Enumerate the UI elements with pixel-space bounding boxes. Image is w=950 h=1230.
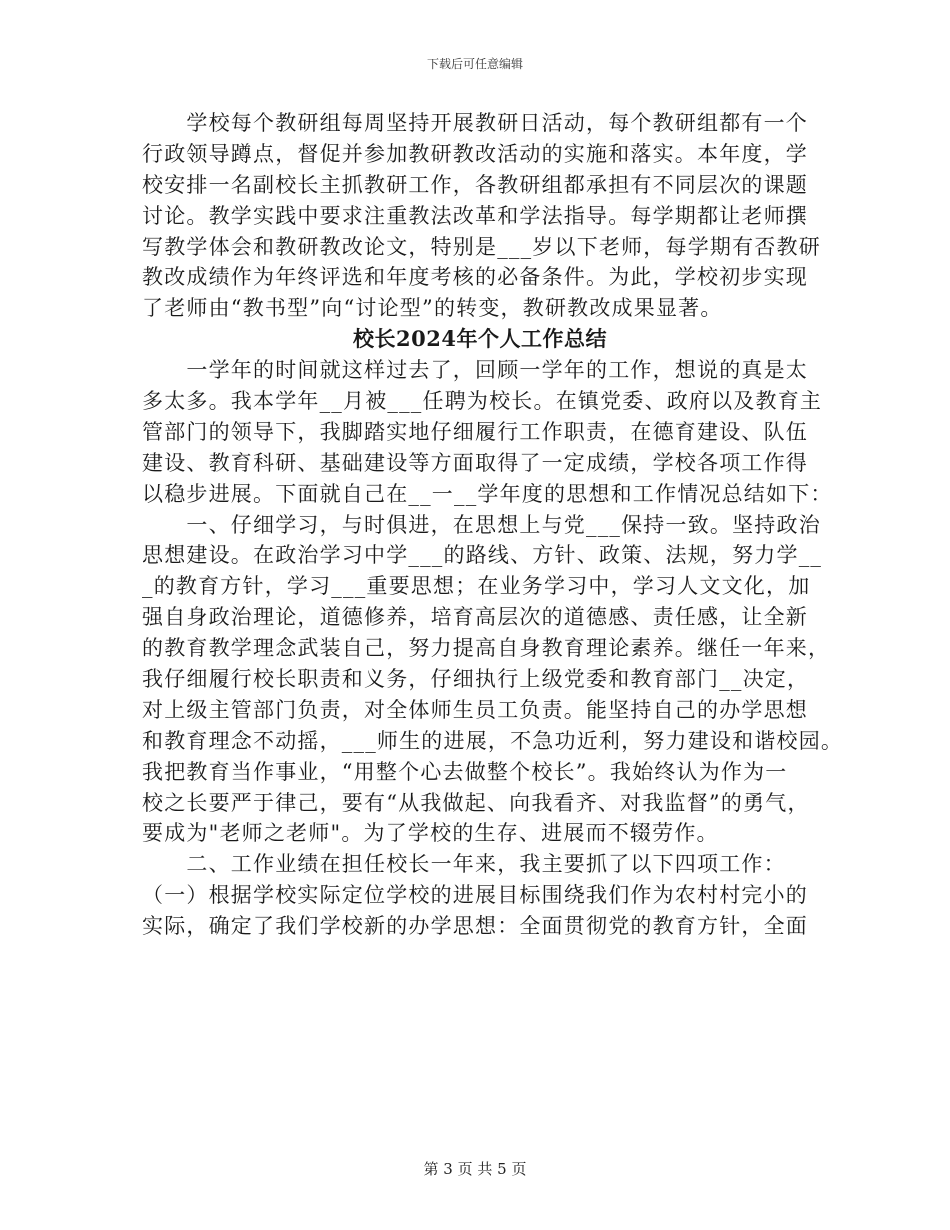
paragraph-line: 我把教育当作事业，“用整个心去做整个校长”。我始终认为作为一	[142, 759, 788, 784]
paragraph-line: 教改成绩作为年终评选和年度考核的必备条件。为此，学校初步实现	[142, 265, 808, 290]
paragraph-line: （一）根据学校实际定位学校的进展目标围绕我们作为农村村完小的	[142, 883, 808, 908]
paragraph-line: _的教育方针，学习___重要思想；在业务学习中，学习人文文化，加	[142, 574, 811, 599]
paragraph-line: 建设、教育科研、基础建设等方面取得了一定成绩，学校各项工作得	[142, 450, 808, 475]
paragraph-line: 管部门的领导下，我脚踏实地仔细履行工作职责，在德育建设、队伍	[142, 419, 808, 444]
paragraph-line: 我仔细履行校长职责和义务，仔细执行上级党委和教育部门__决定，	[142, 667, 810, 692]
paragraph-line: 的教育教学理念武装自己，努力提高自身教育理论素养。继任一年来，	[142, 636, 831, 661]
paragraph-line: 写教学体会和教研教改论文，特别是___岁以下老师，每学期有否教研	[142, 234, 821, 259]
page-footer: 第 3 页 共 5 页	[423, 1160, 527, 1178]
paragraph-line: 讨论。教学实践中要求注重教法改革和学法指导。每学期都让老师撰	[142, 203, 808, 228]
paragraph-line: 校安排一名副校长主抓教研工作，各教研组都承担有不同层次的课题	[142, 172, 808, 197]
paragraph-line: 学校每个教研组每周坚持开展教研日活动，每个教研组都有一个	[142, 111, 808, 135]
paragraph-line: 二、工作业绩在担任校长一年来，我主要抓了以下四项工作：	[142, 852, 786, 877]
paragraph-line: 多太多。我本学年__月被___任聘为校长。在镇党委、政府以及教育主	[142, 389, 823, 414]
document-title: 校长2024年个人工作总结	[353, 326, 607, 352]
paragraph-line: 一学年的时间就这样过去了，回顾一学年的工作，想说的真是太	[142, 358, 808, 383]
document-body	[142, 108, 844, 942]
paragraph-line: 和教育理念不动摇，___师生的进展，不急功近利，努力建设和谐校园。	[142, 728, 844, 753]
paragraph-line: 对上级主管部门负责，对全体师生员工负责。能坚持自己的办学思想	[142, 697, 808, 722]
paragraph-line: 以稳步进展。下面就自己在__一__学年度的思想和工作情况总结如下：	[142, 481, 833, 506]
paragraph-line: 了老师由“教书型”向“讨论型”的转变，教研教改成果显著。	[142, 296, 723, 321]
paragraph-line: 强自身政治理论，道德修养，培育高层次的道德感、责任感，让全新	[142, 605, 808, 630]
paragraph-line: 校之长要严于律己，要有“从我做起、向我看齐、对我监督”的勇气，	[142, 790, 810, 815]
paragraph-line: 行政领导蹲点，督促并参加教研教改活动的实施和落实。本年度，学	[142, 141, 808, 166]
paragraph-line: 要成为"老师之老师"。为了学校的生存、进展而不辍劳作。	[142, 821, 719, 846]
paragraph-line: 思想建设。在政治学习中学___的路线、方针、政策、法规，努力学__	[142, 543, 823, 568]
header-note: 下载后可任意编辑	[426, 57, 523, 71]
paragraph-line: 实际，确定了我们学校新的办学思想：全面贯彻党的教育方针，全面	[142, 914, 808, 939]
paragraph-line: 一、仔细学习，与时俱进，在思想上与党___保持一致。坚持政治	[142, 512, 821, 537]
